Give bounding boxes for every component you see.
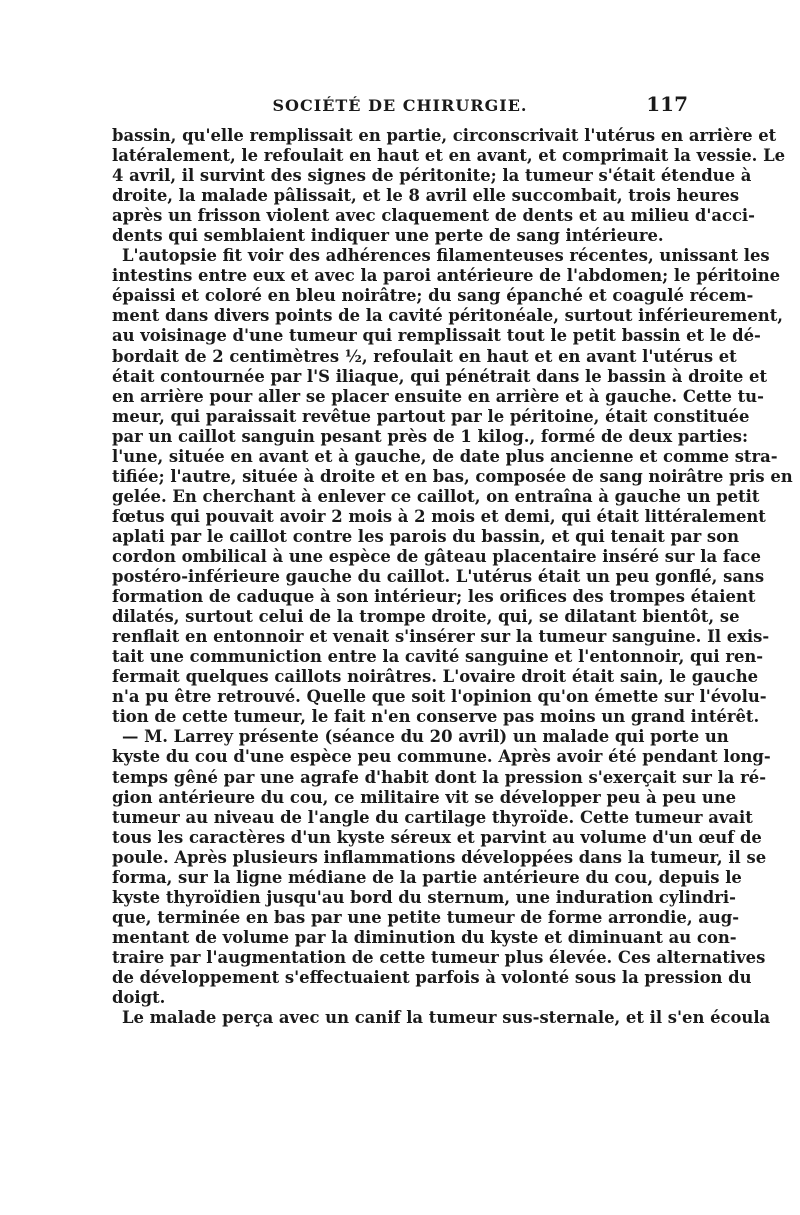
text-line: kyste thyroïdien jusqu'au bord du sternum, une induration cylindri- xyxy=(112,887,736,907)
text-line: 4 avril, il survint des signes de péritonite; la tumeur s'était étendue à xyxy=(112,166,752,186)
running-title: SOCIÉTÉ DE CHIRURGIE. xyxy=(272,96,528,115)
body-text xyxy=(112,126,793,1028)
text-line: tifiée; l'autre, située à droite et en bas, composée de sang noirâtre pris en xyxy=(112,466,793,486)
text-line: postéro-inférieure gauche du caillot. L'utérus était un peu gonflé, sans xyxy=(112,567,765,587)
page-number: 117 xyxy=(646,92,688,116)
text-line: tion de cette tumeur, le fait n'en conserve pas moins un grand intérêt. xyxy=(112,707,760,727)
text-line: après un frisson violent avec claquement de dents et au milieu d'acci- xyxy=(112,206,755,226)
text-line: temps gêné par une agrafe d'habit dont la pression s'exerçait sur la ré- xyxy=(112,767,766,787)
text-line: l'une, située en avant et à gauche, de date plus ancienne et comme stra- xyxy=(112,446,778,466)
text-line: aplati par le caillot contre les parois du bassin, et qui tenait par son xyxy=(112,526,740,546)
text-line: gion antérieure du cou, ce militaire vit se développer peu à peu une xyxy=(112,787,737,807)
text-line: par un caillot sanguin pesant près de 1 kilog., formé de deux parties: xyxy=(112,426,749,446)
text-line: dents qui semblaient indiquer une perte de sang intérieure. xyxy=(112,226,664,246)
text-line: doigt. xyxy=(112,988,166,1008)
text-line: renflait en entonnoir et venait s'insérer sur la tumeur sanguine. Il exis- xyxy=(112,627,770,647)
text-line: fermait quelques caillots noirâtres. L'ovaire droit était sain, le gauche xyxy=(112,667,759,687)
text-line: formation de caduque à son intérieur; les orifices des trompes étaient xyxy=(112,587,756,607)
text-line: épaissi et coloré en bleu noirâtre; du sang épanché et coagulé récem- xyxy=(112,286,754,306)
text-line: de développement s'effectuaient parfois à volonté sous la pression du xyxy=(112,967,752,987)
text-line: tait une communiction entre la cavité sanguine et l'entonnoir, qui ren- xyxy=(112,647,764,667)
text-line: gelée. En cherchant à enlever ce caillot, on entraîna à gauche un petit xyxy=(112,486,760,506)
text-line: bassin, qu'elle remplissait en partie, circonscrivait l'utérus en arrière et xyxy=(112,126,777,145)
text-line: Le malade perça avec un canif la tumeur sus-sternale, et il s'en écoula xyxy=(122,1008,771,1028)
text-line: intestins entre eux et avec la paroi antérieure de l'abdomen; le péritoine xyxy=(112,266,781,286)
text-line: fœtus qui pouvait avoir 2 mois à 2 mois et demi, qui était littéralement xyxy=(112,506,766,526)
text-line: était contournée par l'S iliaque, qui pénétrait dans le bassin à droite et xyxy=(112,366,768,386)
text-line: en arrière pour aller se placer ensuite en arrière et à gauche. Cette tu- xyxy=(112,386,764,406)
text-line: — M. Larrey présente (séance du 20 avril) un malade qui porte un xyxy=(122,727,729,747)
text-line: mentant de volume par la diminution du kyste et diminuant au con- xyxy=(112,927,737,947)
text-line: ment dans divers points de la cavité péritonéale, surtout inférieurement, xyxy=(112,306,783,326)
text-line: dilatés, surtout celui de la trompe droite, qui, se dilatant bientôt, se xyxy=(112,607,740,627)
text-line: tumeur au niveau de l'angle du cartilage thyroïde. Cette tumeur avait xyxy=(112,807,753,827)
text-line: cordon ombilical à une espèce de gâteau placentaire inséré sur la face xyxy=(112,546,761,566)
text-line: kyste du cou d'une espèce peu commune. Après avoir été pendant long- xyxy=(112,747,771,767)
text-line: n'a pu être retrouvé. Quelle que soit l'opinion qu'on émette sur l'évolu- xyxy=(112,687,767,707)
text-line: latéralement, le refoulait en haut et en avant, et comprimait la vessie. Le xyxy=(112,146,786,166)
text-line: au voisinage d'une tumeur qui remplissait tout le petit bassin et le dé- xyxy=(112,326,761,346)
text-line: bordait de 2 centimètres ½, refoulait en haut et en avant l'utérus et xyxy=(112,346,737,366)
text-line: meur, qui paraissait revêtue partout par le péritoine, était constituée xyxy=(112,406,750,426)
page-header xyxy=(112,92,688,120)
text-line: L'autopsie fit voir des adhérences filamenteuses récentes, unissant les xyxy=(122,246,770,266)
text-line: que, terminée en bas par une petite tumeur de forme arrondie, aug- xyxy=(112,907,740,927)
text-line: traire par l'augmentation de cette tumeur plus élevée. Ces alternatives xyxy=(112,947,766,967)
text-line: forma, sur la ligne médiane de la partie antérieure du cou, depuis le xyxy=(112,867,742,887)
text-line: poule. Après plusieurs inflammations développées dans la tumeur, il se xyxy=(112,847,767,867)
text-line: droite, la malade pâlissait, et le 8 avril elle succombait, trois heures xyxy=(112,186,740,206)
text-line: tous les caractères d'un kyste séreux et parvint au volume d'un œuf de xyxy=(112,827,762,847)
